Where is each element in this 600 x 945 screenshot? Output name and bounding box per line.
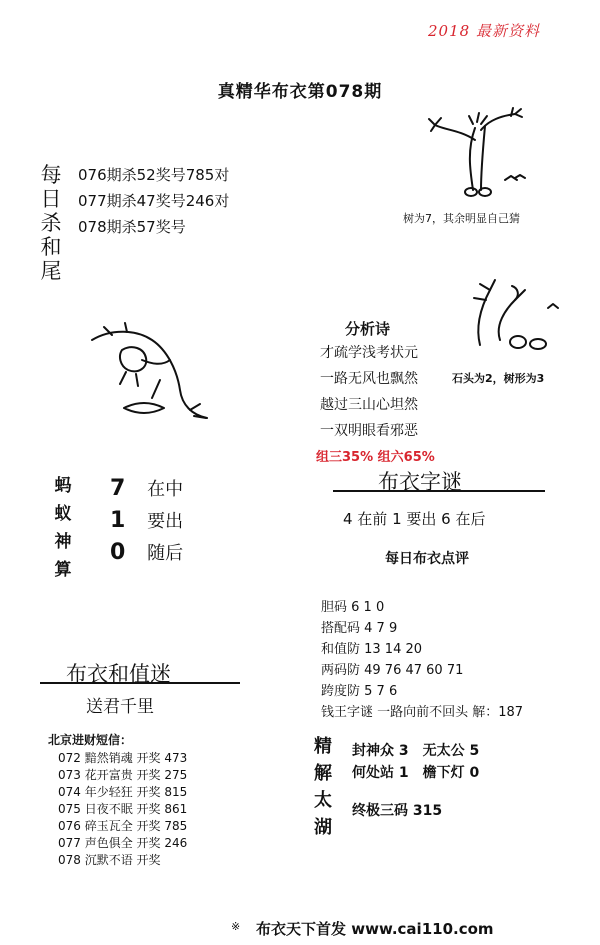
label-char: 尾 bbox=[40, 259, 62, 283]
label-char: 解 bbox=[314, 763, 332, 784]
poem-line: 才疏学浅考状元 bbox=[320, 345, 418, 361]
list-item: 077 声色俱全 开奖 246 bbox=[58, 836, 188, 850]
riddle-text: 4 在前 1 要出 6 在后 bbox=[343, 510, 486, 528]
comment-line: 钱王字谜 一路向前不回头 解：187 bbox=[321, 705, 524, 720]
label-char: 和 bbox=[40, 235, 62, 259]
ant-calc-rows bbox=[110, 475, 183, 571]
label-char: 太 bbox=[314, 790, 332, 811]
sum-riddle-text: 送君千里 bbox=[86, 697, 154, 717]
comment-line: 两码防 49 76 47 60 71 bbox=[321, 663, 464, 678]
ant-row-number: 1 bbox=[110, 508, 126, 533]
comment-line: 和值防 13 14 20 bbox=[321, 642, 423, 657]
jingjie-row-2: 何处站 1 檐下灯 0 bbox=[352, 765, 480, 781]
riddle-title: 布衣字谜 bbox=[378, 470, 462, 494]
monkey-tree-sketch-image bbox=[82, 320, 222, 430]
daily-kill-label bbox=[38, 163, 64, 283]
label-char: 湖 bbox=[314, 817, 332, 838]
label-char: 杀 bbox=[40, 211, 62, 235]
poem-line: 越过三山心坦然 bbox=[320, 397, 418, 413]
ant-row-text: 在中 bbox=[147, 479, 184, 500]
ant-row-number: 0 bbox=[110, 540, 126, 565]
ant-calc-label bbox=[50, 472, 76, 584]
page-title: 真精华布衣第078期 bbox=[217, 82, 383, 102]
sum-riddle-title: 布衣和值迷 bbox=[66, 662, 171, 686]
label-char: 算 bbox=[54, 560, 72, 580]
jingjie-row-3: 终极三码 315 bbox=[352, 803, 443, 819]
ant-row-text: 要出 bbox=[147, 511, 184, 532]
tree-caption: 树为7，其余明显自己猜 bbox=[403, 212, 520, 225]
list-item: 074 年少轻狂 开奖 815 bbox=[58, 785, 188, 799]
list-item: 076 碎玉瓦全 开奖 785 bbox=[58, 819, 188, 833]
comment-line: 胆码 6 1 0 bbox=[321, 600, 385, 615]
list-item: 078 沉默不语 开奖 bbox=[58, 853, 161, 867]
kill-line: 077期杀47奖号246对 bbox=[78, 192, 230, 210]
ant-row bbox=[110, 507, 183, 539]
label-char: 蚁 bbox=[54, 504, 72, 524]
daily-kill-lines bbox=[78, 162, 229, 240]
kill-line: 078期杀57奖号 bbox=[78, 218, 186, 236]
poem-line: 一路无风也飘然 bbox=[320, 371, 418, 387]
label-char: 日 bbox=[40, 187, 62, 211]
poem-line: 一双明眼看邪恶 bbox=[320, 423, 418, 439]
stone-sketch-image bbox=[460, 270, 570, 360]
ant-row-text: 随后 bbox=[147, 543, 184, 564]
riddle-divider bbox=[333, 490, 545, 492]
comment-title: 每日布衣点评 bbox=[385, 551, 469, 567]
ant-row-number: 7 bbox=[110, 476, 126, 501]
jingjie-label bbox=[310, 733, 336, 841]
list-item: 073 花开富贵 开奖 275 bbox=[58, 768, 188, 782]
beijing-title: 北京进财短信： bbox=[48, 733, 133, 747]
stone-caption: 石头为2，树形为3 bbox=[452, 372, 545, 385]
jingjie-row-1: 封神众 3 无太公 5 bbox=[352, 743, 480, 759]
comment-line: 跨度防 5 7 6 bbox=[321, 684, 398, 699]
tree-sketch-image bbox=[415, 100, 535, 200]
group-ratio-highlight: 组三35% 组六65% bbox=[316, 450, 435, 465]
comment-line: 搭配码 4 7 9 bbox=[321, 621, 398, 636]
list-item: 072 黯然销魂 开奖 473 bbox=[58, 751, 188, 765]
label-char: 精 bbox=[314, 736, 332, 757]
list-item: 075 日夜不眠 开奖 861 bbox=[58, 802, 188, 816]
label-char: 神 bbox=[54, 532, 72, 552]
kill-line: 076期杀52奖号785对 bbox=[78, 166, 230, 184]
poem-lines bbox=[320, 340, 418, 444]
poem-title: 分析诗 bbox=[345, 320, 391, 338]
beijing-list bbox=[58, 750, 187, 869]
comment-lines bbox=[321, 597, 523, 723]
label-char: 蚂 bbox=[54, 476, 72, 496]
label-char: 每 bbox=[40, 163, 62, 187]
sum-riddle-divider bbox=[40, 682, 240, 684]
ant-row bbox=[110, 475, 183, 507]
ant-row bbox=[110, 539, 183, 571]
footer-mark: ※ bbox=[231, 920, 241, 933]
footer-text: 布衣天下首发 www.cai110.com bbox=[256, 920, 494, 938]
year-stamp: 2018 最新资料 bbox=[428, 22, 540, 40]
